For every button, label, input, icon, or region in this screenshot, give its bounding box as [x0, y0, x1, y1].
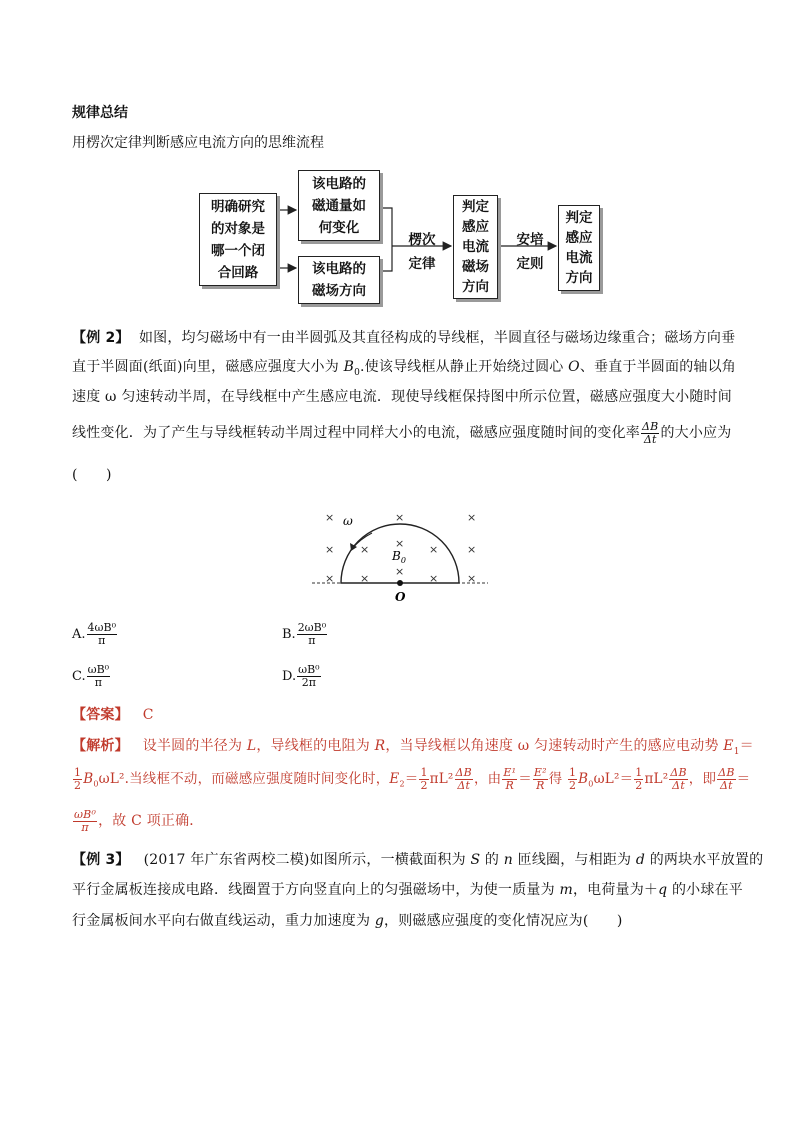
- example2-line1: 【例 2】 如图，均匀磁场中有一由半圆弧及其直径构成的导线框，半圆直径与磁场边缘重合；磁场方向垂: [72, 330, 736, 346]
- lenz-law-label: 楞次 定律: [408, 232, 436, 272]
- flow-text: 磁场: [462, 259, 489, 275]
- center-point: [397, 580, 403, 586]
- omega-label: ω: [343, 514, 353, 528]
- option-a: A. $\frac{\text{4ωB⁰}}{\pi}$: [72, 621, 116, 647]
- example3-line1: 【例 3】 (2017 年广东省两校二模)如图所示，一横截面积为 S 的 n 匝线圈，与相距为 d 的两块水平放置的: [72, 852, 764, 868]
- section-subheading: 用楞次定律判断感应电流方向的思维流程: [72, 135, 324, 151]
- analysis-line1: 【解析】 设半圆的半径为 L，导线框的电阻为 R，当导线框以角速度 ω 匀速转动时产生的感应电动势 $E_1=$: [72, 738, 754, 757]
- example3-tag: 【例 3】: [72, 852, 130, 868]
- cross-mark: ×: [467, 511, 477, 524]
- bracket-connector: [383, 208, 392, 271]
- semicircle-figure: [300, 505, 500, 605]
- flow-text: 合回路: [217, 264, 259, 281]
- cross-mark: ×: [360, 572, 370, 585]
- flow-text: 电流: [565, 250, 593, 266]
- example3-line3: 行金属板间水平向右做直线运动，重力加速度为 g，则磁感应强度的变化情况应为( ): [72, 913, 623, 929]
- analysis-line3: $\frac{\text{ωB⁰}}{\pi}$ ，故 C 项正确．: [74, 807, 204, 834]
- option-d: D. $\frac{\text{ωB⁰}}{2\pi}$: [282, 663, 320, 689]
- flow-text: 判定: [462, 199, 489, 215]
- cross-mark: ×: [360, 543, 370, 556]
- option-c: C. $\frac{\text{ωB⁰}}{\pi}$: [72, 663, 110, 689]
- example3-line2: 平行金属板连接成电路．线圈置于方向竖直向上的匀强磁场中，为使一质量为 m，电荷量为＋q 的小球在平: [72, 882, 743, 898]
- cross-mark: ×: [395, 565, 405, 578]
- cross-mark: ×: [429, 572, 439, 585]
- rate-fraction: $\frac{\Delta B}{\Delta t}$: [642, 419, 659, 446]
- flow-text: 感应: [462, 219, 489, 235]
- answer-value: C: [142, 707, 154, 723]
- flow-text: 磁通量如: [312, 197, 366, 214]
- cross-mark: ×: [325, 543, 335, 556]
- answer-tag: 【答案】: [72, 707, 129, 723]
- cross-mark: ×: [325, 572, 335, 585]
- ampere-rule-label: 安培 定则: [516, 232, 544, 272]
- flow-text: 电流: [462, 239, 489, 255]
- flow-text: 方向: [565, 270, 593, 286]
- example2-line3: 速度 ω 匀速转动半周，在导线框中产生感应电流．现使导线框保持图中所示位置，磁感应强度大小随时间: [72, 389, 732, 405]
- answer-line: [72, 702, 154, 729]
- flow-text: 方向: [462, 279, 489, 295]
- cross-mark: ×: [395, 537, 405, 550]
- option-b: B. $\frac{\text{2ωB⁰}}{\pi}$: [282, 621, 327, 647]
- analysis-tag: 【解析】: [72, 738, 129, 754]
- analysis-line2: $\frac{1}{2}$ $B_0\omega L^2$.当线框不动，而磁感应强度随时间变化时，$E_2=$ $\frac{1}{2}$ πL² $\frac{\Delta B}{\Delta t}$ ，由 $\frac{\text{E¹}}{R}$ ＝ $\frac{\text{E²}}{R}$ 得 $\frac{1}{2}$ $B_0\omega L^2=$ $\frac{1}{2}$ πL² $\frac{\Delta B}{\Delta t}$ ，即 $\frac{\Delta B}{\Delta t}$ ＝: [74, 766, 751, 792]
- section-heading: 规律总结: [72, 105, 128, 121]
- flow-text: 哪一个闭: [211, 242, 265, 259]
- flow-text: 磁场方向: [312, 283, 366, 299]
- flow-text: 何变化: [318, 219, 360, 236]
- cross-mark: ×: [467, 543, 477, 556]
- cross-mark: ×: [467, 572, 477, 585]
- flow-text: 明确研究: [211, 198, 265, 215]
- flow-text: 感应: [565, 230, 593, 246]
- example2-paren: ( ): [72, 467, 112, 483]
- flow-text: 该电路的: [312, 175, 366, 192]
- example2-line2: 直于半圆面(纸面)向里，磁感应强度大小为 $B_0$.使该导线框从静止开始绕过圆心 O、垂直于半圆面的轴以角: [72, 359, 737, 378]
- b0-label: $B_0$: [392, 549, 406, 565]
- cross-mark: ×: [395, 511, 405, 524]
- cross-mark: ×: [429, 543, 439, 556]
- example2-tag: 【例 2】: [72, 330, 130, 346]
- flow-text: 的对象是: [211, 220, 265, 237]
- flow-text: 该电路的: [312, 261, 366, 277]
- cross-mark: ×: [325, 511, 335, 524]
- flow-text: 判定: [565, 210, 593, 226]
- example2-line4: 线性变化．为了产生与导线框转动半周过程中同样大小的电流，磁感应强度随时间的变化率 $\frac{\Delta B}{\Delta t}$ 的大小应为: [72, 419, 732, 446]
- flowchart-arrows: [0, 0, 794, 320]
- origin-label: O: [395, 590, 406, 604]
